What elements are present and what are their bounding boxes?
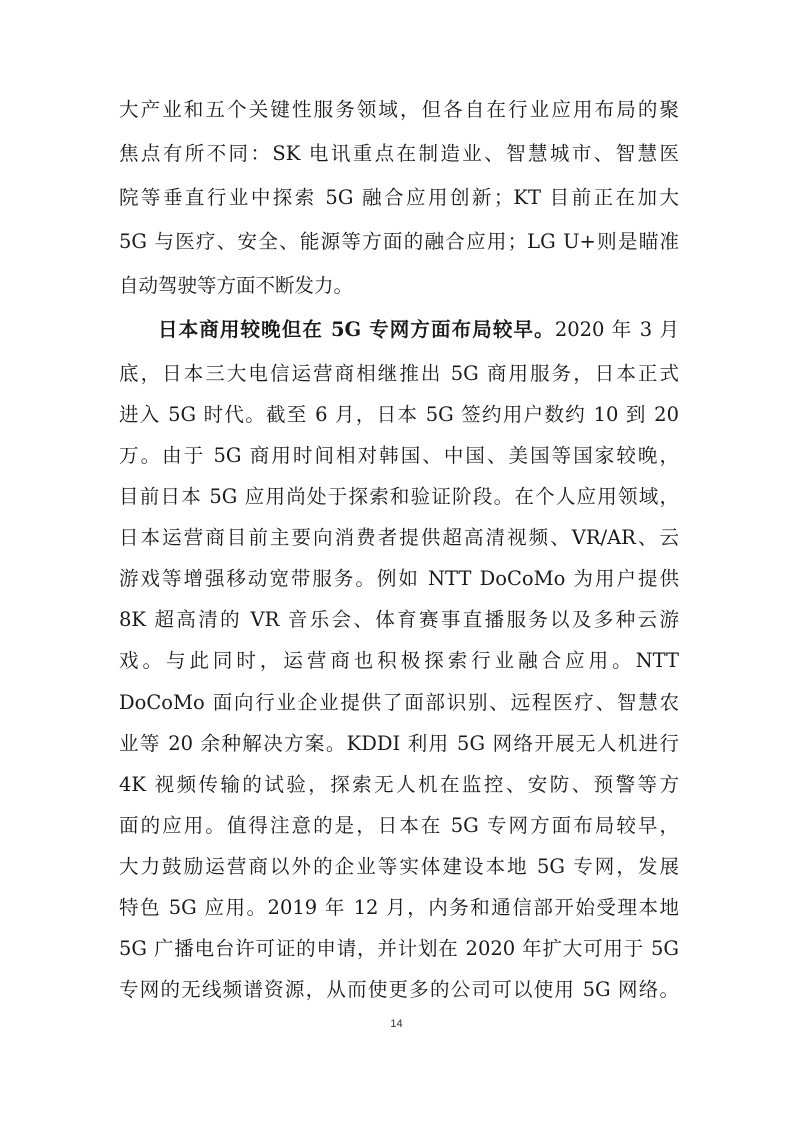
- paragraph1-line-4: 5G 与医疗、安全、能源等方面的融合应用；LG U+则是瞄准: [119, 230, 679, 253]
- paragraph2-line-4: 万。由于 5G 商用时间相对韩国、中国、美国等国家较晚，: [119, 444, 679, 467]
- paragraph2-line-10: DoCoMo 面向行业企业提供了面部识别、远程医疗、智慧农: [119, 691, 679, 714]
- paragraph1-line-2: 焦点有所不同：SK 电讯重点在制造业、智慧城市、智慧医: [119, 142, 679, 165]
- paragraph2-line-14: 大力鼓励运营商以外的企业等实体建设本地 5G 专网，发展: [119, 855, 679, 878]
- paragraph2-line-12: 4K 视频传输的试验，探索无人机在监控、安防、预警等方: [119, 773, 679, 796]
- paragraph2-first-line-rest: 2020 年 3 月: [554, 318, 679, 341]
- paragraph2-line-16: 5G 广播电台许可证的申请，并计划在 2020 年扩大可用于 5G: [119, 937, 679, 960]
- paragraph2-line-6: 日本运营商目前主要向消费者提供超高清视频、VR/AR、云: [119, 526, 679, 549]
- paragraph1-line-3: 院等垂直行业中探索 5G 融合应用创新；KT 目前正在加大: [119, 186, 679, 209]
- paragraph2-line-13: 面的应用。值得注意的是，日本在 5G 专网方面布局较早，: [119, 814, 679, 837]
- page-number: 14: [390, 1018, 403, 1030]
- paragraph2-line-2: 底，日本三大电信运营商相继推出 5G 商用服务，日本正式: [119, 362, 679, 385]
- paragraph1-line-5: 自动驾驶等方面不断发力。: [119, 274, 354, 297]
- paragraph2-line-9: 戏。与此同时，运营商也积极探索行业融合应用。NTT: [119, 649, 679, 672]
- paragraph2-line-7: 游戏等增强移动宽带服务。例如 NTT DoCoMo 为用户提供: [119, 567, 679, 590]
- paragraph2-first-line: [158, 312, 679, 348]
- paragraph2-line-8: 8K 超高清的 VR 音乐会、体育赛事直播服务以及多种云游: [119, 608, 679, 631]
- paragraph2-line-11: 业等 20 余种解决方案。KDDI 利用 5G 网络开展无人机进行: [119, 732, 679, 755]
- paragraph2-line-5: 目前日本 5G 应用尚处于探索和验证阶段。在个人应用领域，: [119, 485, 679, 508]
- paragraph2-line-15: 特色 5G 应用。2019 年 12 月，内务和通信部开始受理本地: [119, 896, 679, 919]
- paragraph2-line-17: 专网的无线频谱资源，从而使更多的公司可以使用 5G 网络。: [119, 978, 679, 1001]
- paragraph2-line-3: 进入 5G 时代。截至 6 月，日本 5G 签约用户数约 10 到 20: [119, 403, 679, 426]
- paragraph2-heading: 日本商用较晚但在 5G 专网方面布局较早。: [158, 318, 555, 341]
- paragraph1-line-1: 大产业和五个关键性服务领域，但各自在行业应用布局的聚: [119, 98, 679, 121]
